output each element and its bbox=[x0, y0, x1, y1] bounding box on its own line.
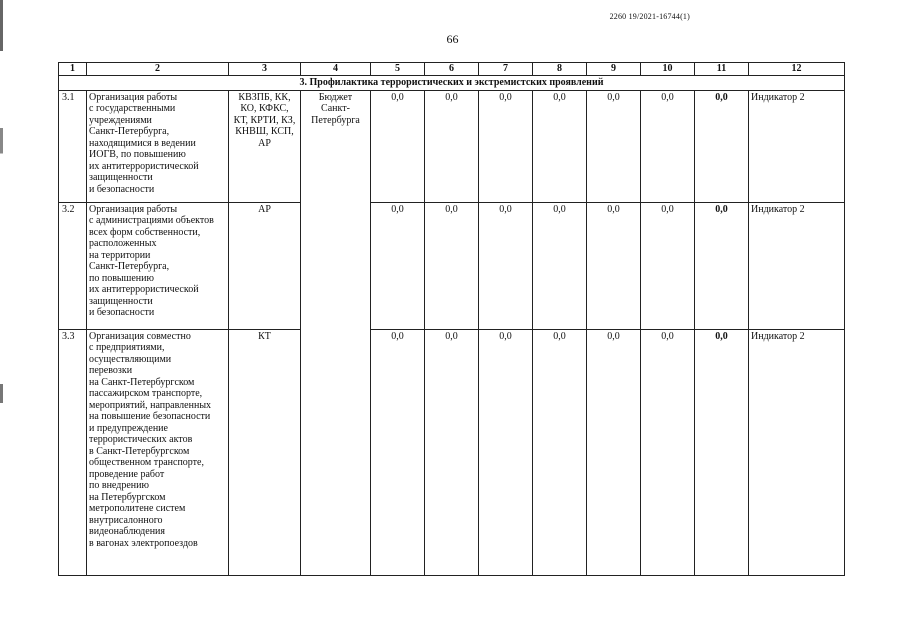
value-cell: 0,0 bbox=[479, 329, 533, 575]
value-cell: 0,0 bbox=[371, 329, 425, 575]
section-title: 3. Профилактика террористических и экстремистских проявлений bbox=[59, 76, 845, 91]
value-cell: 0,0 bbox=[479, 202, 533, 329]
page-number-text: 66 bbox=[446, 32, 459, 46]
value-cell: 0,0 bbox=[533, 202, 587, 329]
total-cell: 0,0 bbox=[695, 202, 749, 329]
col-header-12: 12 bbox=[749, 63, 845, 76]
col-header-4: 4 bbox=[301, 63, 371, 76]
section-row bbox=[59, 76, 845, 91]
row-number: 3.1 bbox=[59, 90, 87, 202]
value-cell: 0,0 bbox=[533, 90, 587, 202]
document-id: 2260 19/2021-16744(1) bbox=[609, 12, 690, 21]
col-header-11: 11 bbox=[695, 63, 749, 76]
responsible-org: АР bbox=[229, 202, 301, 329]
value-cell: 0,0 bbox=[641, 202, 695, 329]
col-header-9: 9 bbox=[587, 63, 641, 76]
column-number-row bbox=[59, 63, 845, 76]
col-header-6: 6 bbox=[425, 63, 479, 76]
indicator-cell: Индикатор 2 bbox=[749, 202, 845, 329]
page-number bbox=[0, 32, 905, 47]
value-cell: 0,0 bbox=[425, 90, 479, 202]
value-cell: 0,0 bbox=[371, 202, 425, 329]
action-description: Организация работы с администрациями объектов всех форм собственности, расположенных на территории Санкт-Петербурга, по повышению их антитеррористической защищенности и безопасности bbox=[87, 202, 229, 329]
total-cell: 0,0 bbox=[695, 90, 749, 202]
value-cell: 0,0 bbox=[587, 202, 641, 329]
value-cell: 0,0 bbox=[425, 202, 479, 329]
responsible-org: КТ bbox=[229, 329, 301, 575]
value-cell: 0,0 bbox=[371, 90, 425, 202]
funding-source: Бюджет Санкт- Петербурга bbox=[301, 90, 371, 575]
indicator-cell: Индикатор 2 bbox=[749, 90, 845, 202]
col-header-10: 10 bbox=[641, 63, 695, 76]
responsible-org: КВЗПБ, КК, КО, КФКС, КТ, КРТИ, КЗ, КНВШ, КСП, АР bbox=[229, 90, 301, 202]
value-cell: 0,0 bbox=[479, 90, 533, 202]
program-table bbox=[58, 62, 845, 576]
col-header-2: 2 bbox=[87, 63, 229, 76]
value-cell: 0,0 bbox=[425, 329, 479, 575]
value-cell: 0,0 bbox=[641, 90, 695, 202]
value-cell: 0,0 bbox=[533, 329, 587, 575]
action-description: Организация совместно с предприятиями, осуществляющими перевозки на Санкт-Петербургском пассажирском транспорте, мероприятий, направленных на повышение безопасности и предупреждение террористических актов в Санкт-Петербургском общественном транспорте, проведение работ по внедрению на Петербургском метрополитене систем внутрисалонного видеонаблюдения в вагонах электропоездов bbox=[87, 329, 229, 575]
action-description: Организация работы с государственными учреждениями Санкт-Петербурга, находящимися в ведении ИОГВ, по повышению их антитеррористической защищенности и безопасности bbox=[87, 90, 229, 202]
col-header-7: 7 bbox=[479, 63, 533, 76]
table-row bbox=[59, 329, 845, 575]
col-header-5: 5 bbox=[371, 63, 425, 76]
scan-edge-mark bbox=[0, 0, 3, 640]
col-header-3: 3 bbox=[229, 63, 301, 76]
col-header-8: 8 bbox=[533, 63, 587, 76]
value-cell: 0,0 bbox=[587, 329, 641, 575]
col-header-1: 1 bbox=[59, 63, 87, 76]
total-cell: 0,0 bbox=[695, 329, 749, 575]
value-cell: 0,0 bbox=[587, 90, 641, 202]
table-row bbox=[59, 90, 845, 202]
row-number: 3.2 bbox=[59, 202, 87, 329]
row-number: 3.3 bbox=[59, 329, 87, 575]
indicator-cell: Индикатор 2 bbox=[749, 329, 845, 575]
value-cell: 0,0 bbox=[641, 329, 695, 575]
table-row bbox=[59, 202, 845, 329]
